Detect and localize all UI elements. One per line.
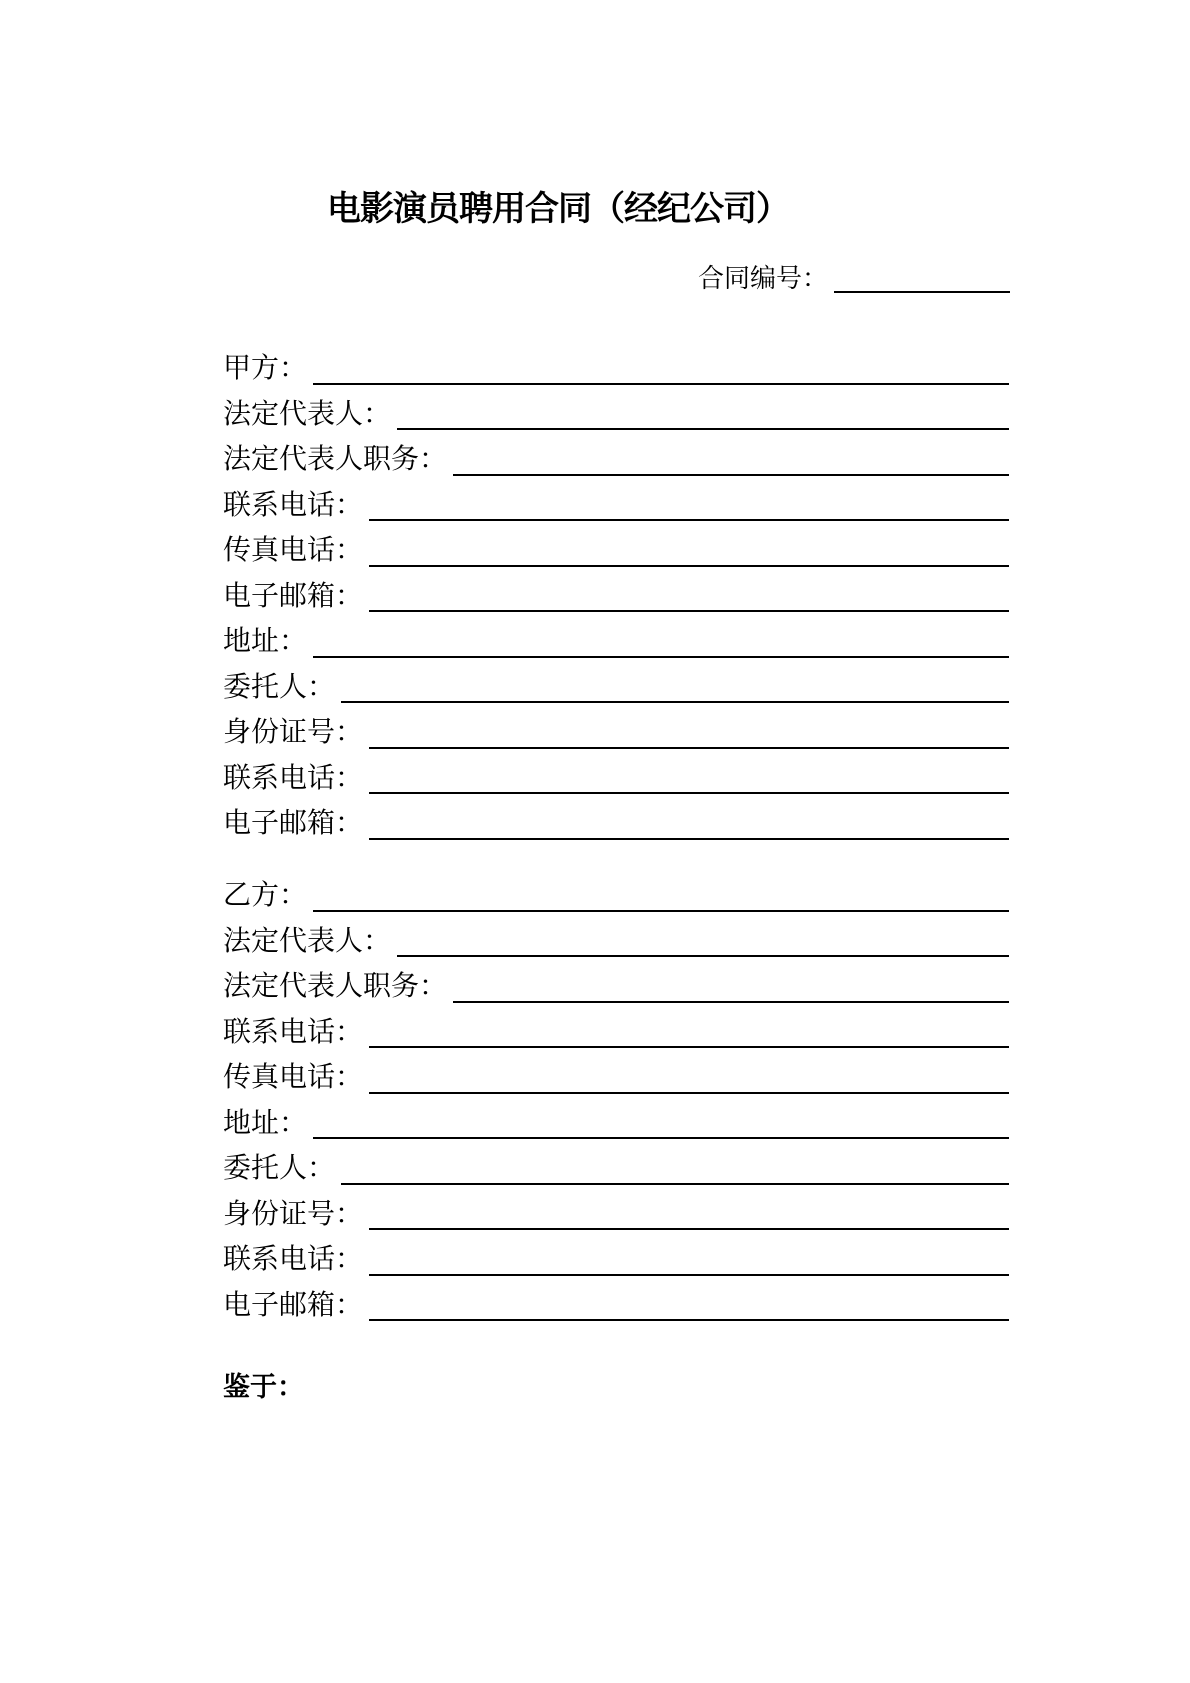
form-row-party-a: [223, 339, 1009, 385]
form-row-phone: [223, 1003, 1009, 1049]
field-label-party-a: 甲方：: [223, 353, 308, 385]
field-label-email: 电子邮箱：: [223, 1289, 364, 1321]
field-blank-email[interactable]: [369, 1319, 1009, 1321]
form-row-legal-rep-title: [223, 430, 1009, 476]
field-label-phone: 联系电话：: [223, 489, 364, 521]
field-label-fax: 传真电话：: [223, 535, 364, 567]
form-row-legal-rep: [223, 385, 1009, 431]
form-row-agent: [223, 658, 1009, 704]
field-label-agent: 委托人：: [223, 1153, 336, 1185]
form-row-legal-rep-title: [223, 957, 1009, 1003]
field-blank-fax[interactable]: [369, 1092, 1009, 1094]
field-label-address: 地址：: [223, 1107, 308, 1139]
form-row-address: [223, 1094, 1009, 1140]
form-row-legal-rep: [223, 912, 1009, 958]
field-blank-agent[interactable]: [341, 701, 1009, 703]
field-label-phone: 联系电话：: [223, 1016, 364, 1048]
contract-number-row: [698, 255, 1010, 293]
field-label-id-number: 身份证号：: [223, 1198, 364, 1230]
form-row-email: [223, 1276, 1009, 1322]
field-blank-fax[interactable]: [369, 565, 1009, 567]
field-label-address: 地址：: [223, 626, 308, 658]
field-blank-phone[interactable]: [369, 1046, 1009, 1048]
field-blank-email[interactable]: [369, 610, 1009, 612]
field-blank-legal-rep[interactable]: [397, 428, 1009, 430]
field-blank-agent[interactable]: [341, 1183, 1009, 1185]
form-row-phone-2: [223, 1230, 1009, 1276]
field-blank-email-2[interactable]: [369, 838, 1009, 840]
form-row-email: [223, 567, 1009, 613]
field-label-phone-2: 联系电话：: [223, 762, 364, 794]
form-row-phone-2: [223, 749, 1009, 795]
document-title: 电影演员聘用合同（经纪公司）: [327, 190, 789, 228]
field-blank-address[interactable]: [313, 1137, 1009, 1139]
field-label-legal-rep-title: 法定代表人职务：: [223, 444, 448, 476]
form-row-id-number: [223, 1185, 1009, 1231]
field-label-party-b: 乙方：: [223, 880, 308, 912]
contract-number-label: 合同编号：: [698, 263, 829, 294]
field-blank-phone[interactable]: [369, 519, 1009, 521]
field-blank-party-b[interactable]: [313, 910, 1009, 912]
form-row-address: [223, 612, 1009, 658]
whereas-heading: 鉴于：: [223, 1372, 304, 1402]
form-row-email-2: [223, 794, 1009, 840]
form-row-phone: [223, 476, 1009, 522]
field-blank-legal-rep-title[interactable]: [453, 474, 1009, 476]
contract-number-blank[interactable]: [834, 291, 1010, 293]
field-blank-party-a[interactable]: [313, 383, 1009, 385]
form-row-fax: [223, 1048, 1009, 1094]
field-label-fax: 传真电话：: [223, 1062, 364, 1094]
field-blank-legal-rep-title[interactable]: [453, 1001, 1009, 1003]
field-label-agent: 委托人：: [223, 671, 336, 703]
form-row-party-b: [223, 866, 1009, 912]
field-label-phone-2: 联系电话：: [223, 1244, 364, 1276]
party-a-section: [223, 339, 1009, 840]
field-blank-id-number[interactable]: [369, 747, 1009, 749]
field-blank-phone-2[interactable]: [369, 1274, 1009, 1276]
field-label-legal-rep: 法定代表人：: [223, 925, 392, 957]
field-label-legal-rep: 法定代表人：: [223, 398, 392, 430]
field-label-legal-rep-title: 法定代表人职务：: [223, 971, 448, 1003]
form-row-agent: [223, 1139, 1009, 1185]
field-label-email: 电子邮箱：: [223, 580, 364, 612]
party-b-section: [223, 866, 1009, 1321]
field-blank-phone-2[interactable]: [369, 792, 1009, 794]
field-label-id-number: 身份证号：: [223, 717, 364, 749]
field-blank-id-number[interactable]: [369, 1228, 1009, 1230]
field-blank-address[interactable]: [313, 656, 1009, 658]
field-blank-legal-rep[interactable]: [397, 955, 1009, 957]
field-label-email-2: 电子邮箱：: [223, 808, 364, 840]
form-row-fax: [223, 521, 1009, 567]
form-row-id-number: [223, 703, 1009, 749]
